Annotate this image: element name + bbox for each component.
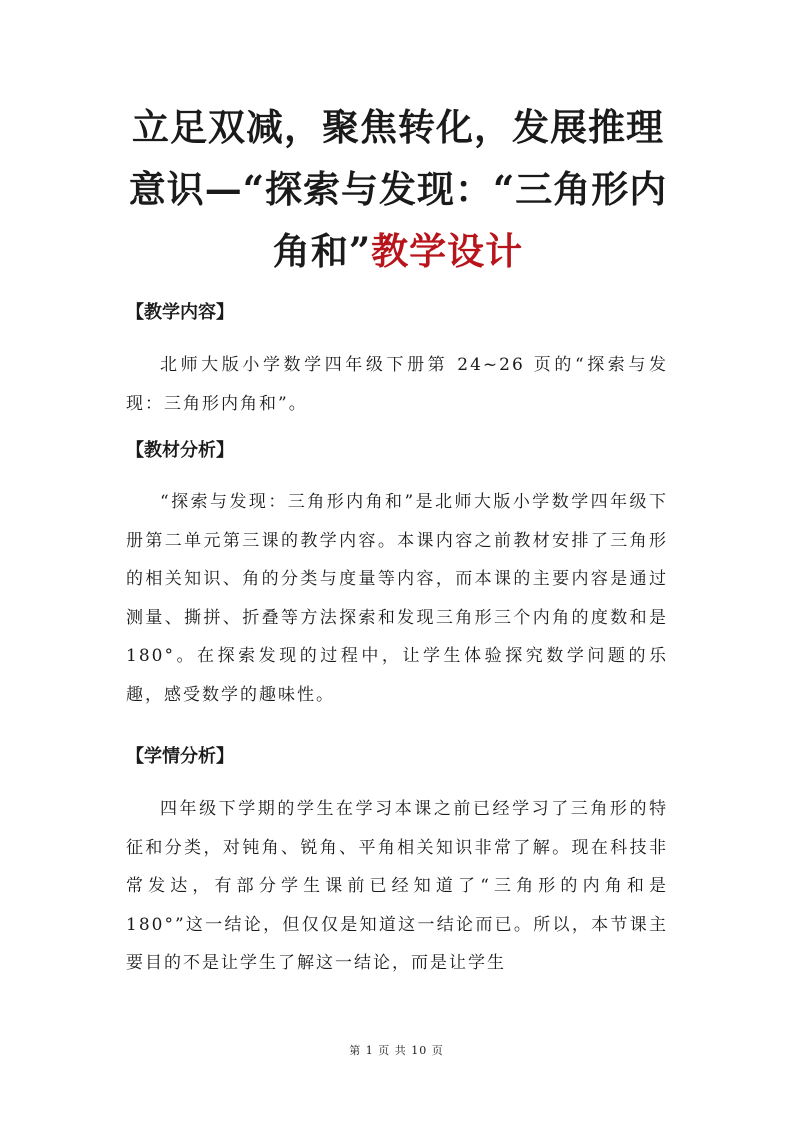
paragraph-textbook-analysis: “探索与发现：三角形内角和”是北师大版小学数学四年级下册第二单元第三课的教学内容。本课内容之前教材安排了三角形的相关知识、角的分类与度量等内容，而本课的主要内容是通过测量、撕拼、折叠等方法探索和发现三角形三个内角的度数和是 180°。在探索发现的过程中，让学生体验探究数学问题的乐趣，感受数学的趣味性。: [126, 492, 668, 705]
section-heading-teaching-content: 【教学内容】: [126, 302, 234, 323]
paragraph-learner-analysis: 四年级下学期的学生在学习本课之前已经学习了三角形的特征和分类，对钝角、锐角、平角相关知识非常了解。现在科技非常发达，有部分学生课前已经知道了“三角形的内角和是 180°”这一结论，但仅仅是知道这一结论而已。所以，本节课主要目的不是让学生了解这一结论，而是让学生: [126, 799, 668, 973]
paragraph-teaching-content: 北师大版小学数学四年级下册第 24~26 页的“探索与发现：三角形内角和”。: [126, 355, 668, 414]
section-heading-learner-analysis: 【学情分析】: [126, 746, 234, 767]
title-highlight-text: 教学设计: [371, 229, 524, 273]
section-heading-textbook-analysis: 【教材分析】: [126, 440, 234, 461]
title-main-text: 立足双减，聚焦转化，发展推理意识—“探索与发现：“三角形内角和”: [128, 105, 668, 273]
document-title: [118, 96, 678, 282]
page-number-footer: 第 1 页 共 10 页: [349, 1044, 444, 1057]
